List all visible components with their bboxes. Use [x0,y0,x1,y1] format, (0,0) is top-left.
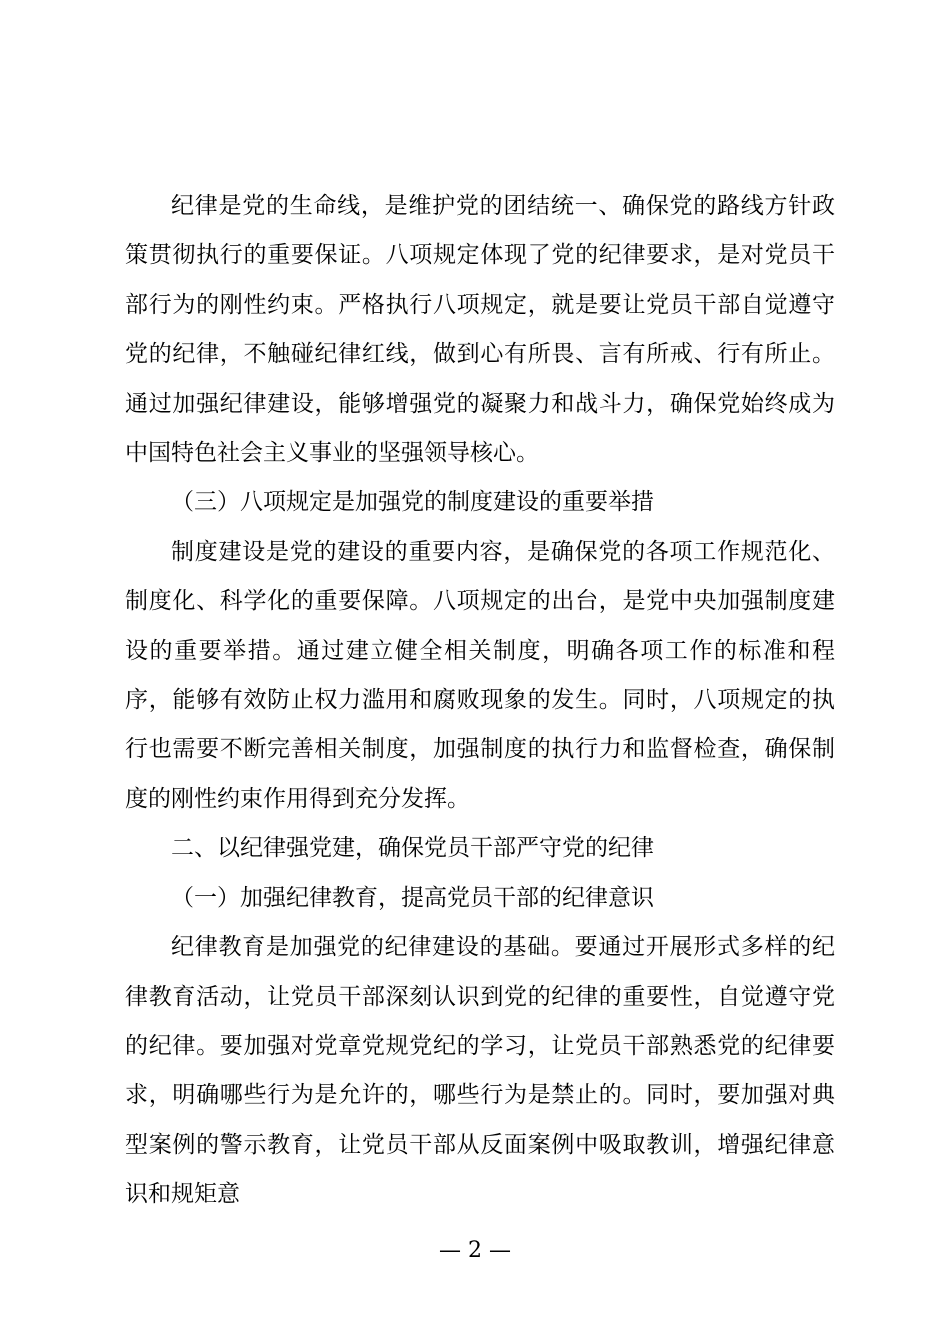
page-number: — 2 — [439,1238,511,1263]
document-body [125,182,835,1220]
paragraph-discipline-lifeline: 纪律是党的生命线，是维护党的团结统一、确保党的路线方针政策贯彻执行的重要保证。八项规定体现了党的纪律要求，是对党员干部行为的刚性约束。严格执行八项规定，就是要让党员干部自觉遵守党的纪律，不触碰纪律红线，做到心有所畏、言有所戒、行有所止。通过加强纪律建设，能够增强党的凝聚力和战斗力，确保党始终成为中国特色社会主义事业的坚强领导核心。 [125,193,835,467]
paragraph-institution-building: 制度建设是党的建设的重要内容，是确保党的各项工作规范化、制度化、科学化的重要保障。八项规定的出台，是党中央加强制度建设的重要举措。通过建立健全相关制度，明确各项工作的标准和程序，能够有效防止权力滥用和腐败现象的发生。同时，八项规定的执行也需要不断完善相关制度，加强制度的执行力和监督检查，确保制度的刚性约束作用得到充分发挥。 [125,538,835,812]
paragraph-discipline-education: 纪律教育是加强党的纪律建设的基础。要通过开展形式多样的纪律教育活动，让党员干部深刻认识到党的纪律的重要性，自觉遵守党的纪律。要加强对党章党规党纪的学习，让党员干部熟悉党的纪律要求，明确哪些行为是允许的，哪些行为是禁止的。同时，要加强对典型案例的警示教育，让党员干部从反面案例中吸取教训，增强纪律意识和规矩意 [125,934,835,1208]
heading-discipline-education: （一）加强纪律教育，提高党员干部的纪律意识 [171,884,654,911]
heading-institution-building: （三）八项规定是加强党的制度建设的重要举措 [171,489,654,516]
heading-section-two: 二、以纪律强党建，确保党员干部严守党的纪律 [171,835,654,862]
